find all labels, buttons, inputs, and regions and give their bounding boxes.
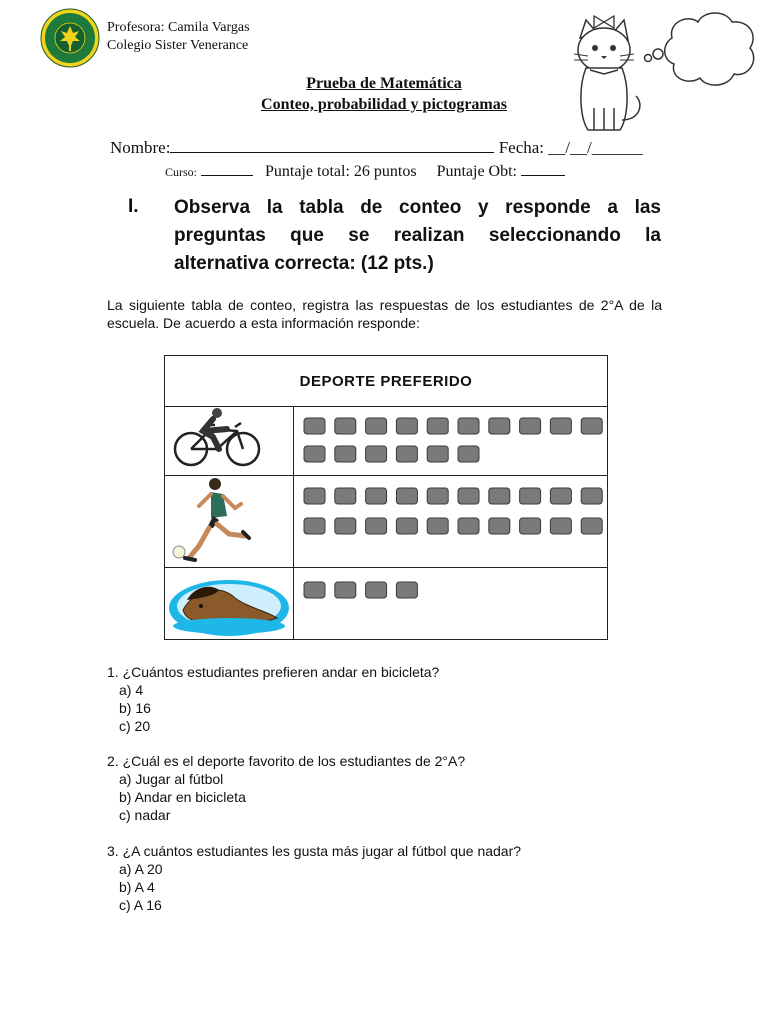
tally-mark [550,488,571,504]
section-instruction: Observa la tabla de conteo y responde a las preguntas que se realizan seleccionando la alternativa correcta: (12 pts.) [174,197,661,274]
swimmer-icon [165,568,293,639]
obtained-score-field[interactable] [521,161,565,176]
bicycle-icon [165,407,293,475]
table-row-soccer [165,476,607,568]
question-1: 1. ¿Cuántos estudiantes prefieren andar en bicicleta? [107,664,440,680]
tally-mark [396,488,417,504]
tally-mark [520,518,541,534]
tally-mark [489,518,510,534]
tally-mark [550,518,571,534]
tally-mark [520,418,541,434]
tally-mark [520,488,541,504]
teacher-name: Profesora: Camila Vargas [107,20,250,35]
bicycle-icon-cell [165,407,294,475]
question-1-option-b[interactable]: b) 16 [119,700,151,716]
swimming-tally-marks [294,568,607,639]
tally-table [164,355,608,640]
tally-mark [335,418,356,434]
tally-mark [427,488,448,504]
question-2-option-b[interactable]: b) Andar en bicicleta [119,789,246,805]
question-2: 2. ¿Cuál es el deporte favorito de los estudiantes de 2°A? [107,753,466,769]
school-logo [40,8,100,68]
tally-mark [458,488,479,504]
tally-mark [335,488,356,504]
soccer-player-icon [165,476,293,567]
tally-mark [304,518,325,534]
tally-mark [304,582,325,598]
tally-mark [366,488,387,504]
name-date-row [110,138,643,158]
tally-mark [581,488,602,504]
section-number: I. [128,196,139,217]
soccer-tally-cell [294,476,607,567]
table-title: DEPORTE PREFERIDO [299,373,473,390]
tally-mark [396,518,417,534]
tally-mark [366,582,387,598]
tally-mark [458,446,479,462]
course-label: Curso: [165,165,198,179]
course-score-row [165,161,565,181]
bicycle-tally-marks [294,407,607,475]
tally-mark [304,418,325,434]
swimming-icon-cell [165,568,294,639]
tally-mark [427,446,448,462]
tally-mark [427,418,448,434]
tally-mark [550,418,571,434]
soccer-tally-marks [294,476,607,567]
tally-mark [366,446,387,462]
soccer-icon-cell [165,476,294,567]
total-score: Puntaje total: 26 puntos [265,163,417,180]
tally-mark [366,518,387,534]
name-field[interactable] [170,138,494,153]
obtained-score-label: Puntaje Obt: [436,163,517,180]
date-field[interactable]: __/__/______ [548,138,643,157]
tally-mark [304,488,325,504]
tally-mark [458,418,479,434]
question-3-option-b[interactable]: b) A 4 [119,879,155,895]
tally-mark [489,418,510,434]
question-1-option-c[interactable]: c) 20 [119,718,151,734]
bicycle-tally-cell [294,407,607,475]
tally-mark [581,518,602,534]
intro-paragraph: La siguiente tabla de conteo, registra las respuestas de los estudiantes de 2°A de la escuela. De acuerdo a esta información responde: [107,297,662,331]
tally-mark [396,418,417,434]
tally-mark [335,582,356,598]
tally-mark [304,446,325,462]
tally-mark [581,418,602,434]
table-row-bicycle [165,407,607,476]
test-subtitle: Conteo, probabilidad y pictogramas [261,96,507,113]
tally-mark [335,446,356,462]
tally-mark [366,418,387,434]
question-3: 3. ¿A cuántos estudiantes les gusta más jugar al fútbol que nadar? [107,843,522,859]
tally-mark [458,518,479,534]
test-title: Prueba de Matemática [306,75,462,92]
school-name: Colegio Sister Venerance [107,38,249,53]
cat-thinking-illustration [560,8,760,138]
question-2-option-c[interactable]: c) nadar [119,807,171,823]
question-2-option-a[interactable]: a) Jugar al fútbol [119,771,224,787]
tally-mark [489,488,510,504]
question-3-option-a[interactable]: a) A 20 [119,861,163,877]
tally-mark [335,518,356,534]
date-label: Fecha: [498,138,545,157]
tally-mark [396,582,417,598]
table-header [165,356,607,407]
tally-mark [396,446,417,462]
name-label: Nombre: [110,138,171,157]
question-1-option-a[interactable]: a) 4 [119,682,144,698]
question-3-option-c[interactable]: c) A 16 [119,897,162,913]
table-row-swimming [165,568,607,639]
swimming-tally-cell [294,568,607,639]
tally-mark [427,518,448,534]
course-field[interactable] [201,161,253,176]
